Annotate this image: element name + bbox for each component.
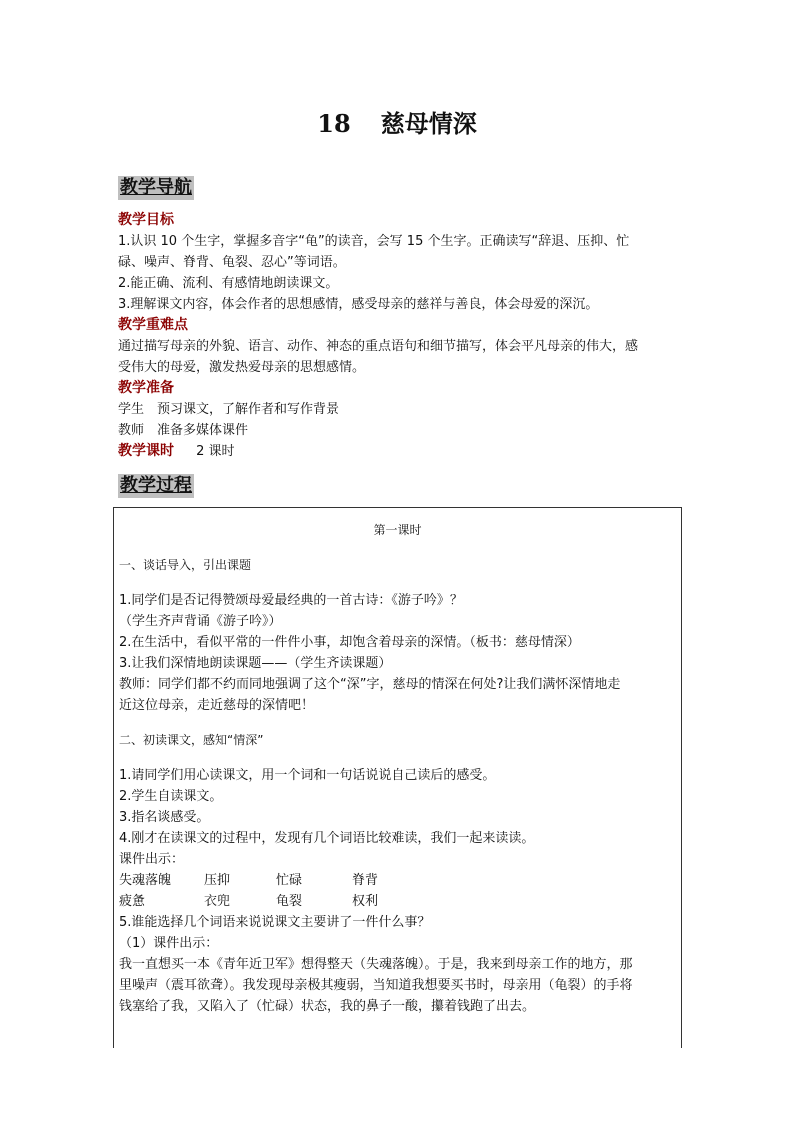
objective-line: 2.能正确、流利、有感情地朗读课文。 [118, 276, 339, 291]
lesson-period: 第一课时 [373, 523, 422, 537]
part1-line: 近这位母亲，走近慈母的深情吧！ [119, 698, 315, 713]
objective-line: 1.认识 10 个生字，掌握多音字“龟”的读音，会写 15 个生字。正确读写“辞退、压抑、忙 [118, 234, 630, 249]
part2-line: 我一直想买一本《青年近卫军》想得整天（失魂落魄）。于是，我来到母亲工作的地方，那 [119, 957, 633, 972]
section-teaching-process: 教学过程 [120, 475, 192, 496]
part2-line: 2.学生自读课文。 [119, 789, 223, 804]
word: 脊背 [352, 873, 379, 888]
objectives-block [118, 210, 678, 462]
word: 失魂落魄 [119, 873, 172, 888]
part2-line: 钱塞给了我，又陷入了（忙碌）状态，我的鼻子一酸，攥着钱跑了出去。 [119, 999, 536, 1014]
page-title [0, 104, 794, 139]
lesson-title: 慈母情深 [380, 110, 477, 138]
part2-line: （1）课件出示： [119, 936, 219, 951]
hours-row [118, 441, 678, 462]
part1-line: 教师：同学们都不约而同地强调了这个“深”字，慈母的情深在何处?让我们满怀深情地走 [119, 677, 621, 692]
hours-value: 2 课时 [196, 444, 235, 459]
word: 权利 [352, 894, 379, 909]
part2-line: 5.谁能选择几个词语来说说课文主要讲了一件什么事？ [119, 915, 431, 930]
section-teaching-nav: 教学导航 [120, 177, 192, 198]
keypoints-heading: 教学重难点 [118, 317, 188, 333]
prep-line: 学生 预习课文，了解作者和写作背景 [118, 402, 340, 417]
word: 衣兜 [204, 894, 231, 909]
part2-line: 里噪声（震耳欲聋）。我发现母亲极其瘦弱，当知道我想要买书时，母亲用（龟裂）的手将 [119, 978, 633, 993]
prep-line: 教师 准备多媒体课件 [118, 423, 249, 438]
word: 忙碌 [276, 873, 303, 888]
word-row [119, 891, 676, 912]
part2-line: 1.请同学们用心读课文，用一个词和一句话说说自己读后的感受。 [119, 768, 496, 783]
part1-heading: 一、谈话导入，引出课题 [119, 558, 252, 572]
keypoint-line: 受伟大的母爱，激发热爱母亲的思想感情。 [118, 360, 366, 375]
objective-line: 碌、噪声、脊背、龟裂、忍心”等词语。 [118, 255, 346, 270]
word: 压抑 [204, 873, 231, 888]
part1-line: 3.让我们深情地朗读课题——（学生齐读课题） [119, 656, 392, 671]
part1-line: （学生齐声背诵《游子吟》） [119, 614, 282, 629]
hours-heading: 教学课时 [118, 443, 174, 459]
objectives-heading: 教学目标 [118, 212, 174, 228]
part1-line: 1.同学们是否记得赞颂母爱最经典的一首古诗：《游子吟》？ [119, 593, 463, 608]
word: 龟裂 [276, 894, 303, 909]
part2-line: 课件出示： [119, 852, 185, 867]
part2-line: 4.刚才在读课文的过程中，发现有几个词语比较难读，我们一起来读读。 [119, 831, 535, 846]
prep-heading: 教学准备 [118, 380, 174, 396]
keypoint-line: 通过描写母亲的外貌、语言、动作、神态的重点语句和细节描写，体会平凡母亲的伟大，感 [118, 339, 639, 354]
process-box [113, 507, 682, 1048]
word: 疲惫 [119, 894, 146, 909]
objective-line: 3.理解课文内容，体会作者的思想感情，感受母亲的慈祥与善良，体会母爱的深沉。 [118, 297, 599, 312]
lesson-number: 18 [317, 109, 351, 138]
word-row [119, 870, 676, 891]
part2-line: 3.指名谈感受。 [119, 810, 210, 825]
part1-line: 2.在生活中，看似平常的一件件小事，却饱含着母亲的深情。（板书：慈母情深） [119, 635, 580, 650]
part2-heading: 二、初读课文，感知“情深” [119, 733, 264, 747]
